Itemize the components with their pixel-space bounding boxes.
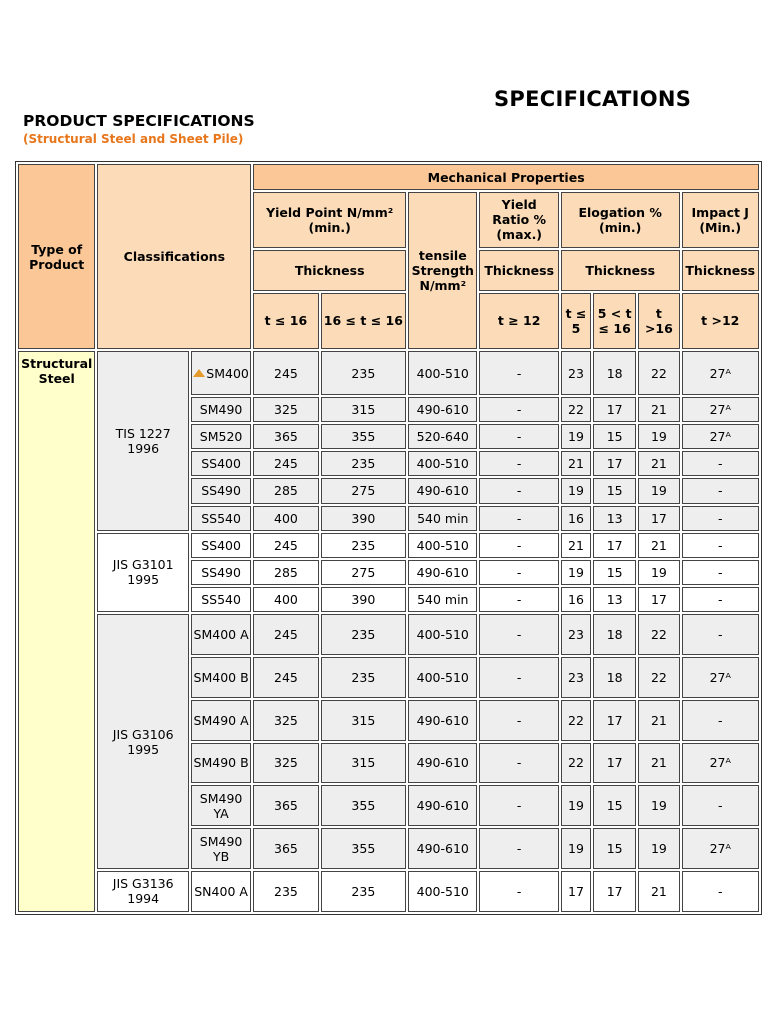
impact-cell: 27ᴬ bbox=[682, 351, 760, 395]
tensile-strength-cell: 400-510 bbox=[408, 657, 477, 698]
yield-ratio-cell: - bbox=[479, 743, 558, 784]
impact-cell: - bbox=[682, 700, 760, 741]
yield-point-t2-cell: 390 bbox=[321, 587, 406, 612]
elongation-t2-cell: 15 bbox=[593, 828, 636, 869]
header-impact: Impact J (Min.) bbox=[682, 192, 760, 248]
grade-cell: SN400 A bbox=[191, 871, 251, 912]
yield-point-t2-cell: 355 bbox=[321, 785, 406, 826]
grade-cell bbox=[191, 351, 251, 395]
yield-point-t2-cell: 275 bbox=[321, 478, 406, 503]
elongation-t1-cell: 19 bbox=[561, 828, 591, 869]
section-title: PRODUCT SPECIFICATIONS bbox=[23, 112, 255, 130]
impact-cell: - bbox=[682, 478, 760, 503]
page-title: SPECIFICATIONS bbox=[494, 87, 692, 111]
yield-ratio-cell: - bbox=[479, 657, 558, 698]
impact-cell: - bbox=[682, 785, 760, 826]
header-yp-t1: t ≤ 16 bbox=[253, 293, 318, 350]
yield-ratio-cell: - bbox=[479, 351, 558, 395]
yield-point-t1-cell: 325 bbox=[253, 743, 318, 784]
header-yr-t: t ≥ 12 bbox=[479, 293, 558, 350]
tensile-strength-cell: 490-610 bbox=[408, 700, 477, 741]
elongation-t3-cell: 21 bbox=[638, 397, 679, 422]
elongation-t2-cell: 15 bbox=[593, 560, 636, 585]
yield-ratio-cell: - bbox=[479, 587, 558, 612]
elongation-t2-cell: 17 bbox=[593, 533, 636, 558]
impact-cell: 27ᴬ bbox=[682, 657, 760, 698]
elongation-t3-cell: 22 bbox=[638, 657, 679, 698]
elongation-t1-cell: 19 bbox=[561, 785, 591, 826]
elongation-t1-cell: 19 bbox=[561, 478, 591, 503]
standard-cell: JIS G3136 1994 bbox=[97, 871, 189, 912]
yield-ratio-cell: - bbox=[479, 785, 558, 826]
yield-ratio-cell: - bbox=[479, 397, 558, 422]
impact-cell: - bbox=[682, 614, 760, 655]
elongation-t1-cell: 16 bbox=[561, 587, 591, 612]
header-thickness-elongation: Thickness bbox=[561, 250, 680, 291]
elongation-t3-cell: 19 bbox=[638, 828, 679, 869]
header-elongation: Elogation % (min.) bbox=[561, 192, 680, 248]
elongation-t1-cell: 23 bbox=[561, 657, 591, 698]
grade-cell: SM490 B bbox=[191, 743, 251, 784]
impact-cell: - bbox=[682, 451, 760, 476]
grade-cell: SM490 A bbox=[191, 700, 251, 741]
yield-ratio-cell: - bbox=[479, 828, 558, 869]
elongation-t1-cell: 19 bbox=[561, 560, 591, 585]
elongation-t1-cell: 16 bbox=[561, 506, 591, 531]
elongation-t3-cell: 21 bbox=[638, 451, 679, 476]
yield-point-t1-cell: 400 bbox=[253, 587, 318, 612]
elongation-t3-cell: 17 bbox=[638, 587, 679, 612]
impact-cell: 27ᴬ bbox=[682, 743, 760, 784]
standard-cell: TIS 1227 1996 bbox=[97, 351, 189, 531]
yield-point-t2-cell: 275 bbox=[321, 560, 406, 585]
elongation-t3-cell: 19 bbox=[638, 478, 679, 503]
elongation-t1-cell: 21 bbox=[561, 533, 591, 558]
elongation-t2-cell: 13 bbox=[593, 506, 636, 531]
impact-cell: 27ᴬ bbox=[682, 424, 760, 449]
elongation-t1-cell: 21 bbox=[561, 451, 591, 476]
tensile-strength-cell: 540 min bbox=[408, 587, 477, 612]
elongation-t3-cell: 22 bbox=[638, 614, 679, 655]
header-yield-point: Yield Point N/mm² (min.) bbox=[253, 192, 406, 248]
grade-label: SM400 bbox=[206, 365, 249, 381]
elongation-t2-cell: 13 bbox=[593, 587, 636, 612]
tensile-strength-cell: 540 min bbox=[408, 506, 477, 531]
elongation-t2-cell: 18 bbox=[593, 657, 636, 698]
yield-ratio-cell: - bbox=[479, 700, 558, 741]
elongation-t1-cell: 22 bbox=[561, 700, 591, 741]
grade-cell: SM400 A bbox=[191, 614, 251, 655]
yield-point-t2-cell: 355 bbox=[321, 828, 406, 869]
elongation-t2-cell: 17 bbox=[593, 871, 636, 912]
grade-cell: SS400 bbox=[191, 451, 251, 476]
yield-point-t2-cell: 235 bbox=[321, 451, 406, 476]
yield-point-t2-cell: 355 bbox=[321, 424, 406, 449]
grade-cell: SS540 bbox=[191, 587, 251, 612]
elongation-t3-cell: 21 bbox=[638, 700, 679, 741]
yield-point-t2-cell: 315 bbox=[321, 700, 406, 741]
table-row bbox=[18, 871, 759, 912]
tensile-strength-cell: 400-510 bbox=[408, 614, 477, 655]
specifications-table bbox=[15, 161, 762, 915]
yield-point-t1-cell: 245 bbox=[253, 533, 318, 558]
grade-cell: SM490 bbox=[191, 397, 251, 422]
tensile-strength-cell: 400-510 bbox=[408, 871, 477, 912]
header-im-t: t >12 bbox=[682, 293, 760, 350]
elongation-t2-cell: 18 bbox=[593, 614, 636, 655]
header-yp-t2: 16 ≤ t ≤ 16 bbox=[321, 293, 406, 350]
table-row bbox=[18, 351, 759, 395]
standard-cell: JIS G3101 1995 bbox=[97, 533, 189, 612]
elongation-t1-cell: 19 bbox=[561, 424, 591, 449]
yield-point-t1-cell: 285 bbox=[253, 478, 318, 503]
header-thickness-yield-point: Thickness bbox=[253, 250, 406, 291]
grade-cell: SS540 bbox=[191, 506, 251, 531]
impact-cell: - bbox=[682, 587, 760, 612]
header-classifications: Classifications bbox=[97, 164, 251, 349]
elongation-t2-cell: 18 bbox=[593, 351, 636, 395]
yield-ratio-cell: - bbox=[479, 614, 558, 655]
table-row bbox=[18, 533, 759, 558]
grade-cell: SM490 YB bbox=[191, 828, 251, 869]
tensile-strength-cell: 490-610 bbox=[408, 478, 477, 503]
yield-point-t1-cell: 245 bbox=[253, 451, 318, 476]
section-subtitle: (Structural Steel and Sheet Pile) bbox=[23, 132, 244, 146]
grade-cell: SM490 YA bbox=[191, 785, 251, 826]
tensile-strength-cell: 490-610 bbox=[408, 785, 477, 826]
yield-point-t2-cell: 235 bbox=[321, 351, 406, 395]
yield-point-t1-cell: 245 bbox=[253, 657, 318, 698]
elongation-t1-cell: 23 bbox=[561, 614, 591, 655]
header-mechanical-properties: Mechanical Properties bbox=[253, 164, 759, 190]
elongation-t3-cell: 21 bbox=[638, 871, 679, 912]
tensile-strength-cell: 520-640 bbox=[408, 424, 477, 449]
elongation-t3-cell: 22 bbox=[638, 351, 679, 395]
elongation-t3-cell: 17 bbox=[638, 506, 679, 531]
tensile-strength-cell: 490-610 bbox=[408, 560, 477, 585]
standard-cell: JIS G3106 1995 bbox=[97, 614, 189, 869]
yield-ratio-cell: - bbox=[479, 871, 558, 912]
elongation-t2-cell: 17 bbox=[593, 397, 636, 422]
yield-ratio-cell: - bbox=[479, 478, 558, 503]
tensile-strength-cell: 490-610 bbox=[408, 743, 477, 784]
elongation-t2-cell: 17 bbox=[593, 700, 636, 741]
elongation-t2-cell: 15 bbox=[593, 424, 636, 449]
yield-point-t1-cell: 365 bbox=[253, 828, 318, 869]
elongation-t1-cell: 17 bbox=[561, 871, 591, 912]
elongation-t2-cell: 17 bbox=[593, 743, 636, 784]
elongation-t3-cell: 19 bbox=[638, 785, 679, 826]
grade-cell: SS400 bbox=[191, 533, 251, 558]
tensile-strength-cell: 490-610 bbox=[408, 828, 477, 869]
type-of-product-cell: Structural Steel bbox=[18, 351, 95, 912]
grade-cell: SS490 bbox=[191, 560, 251, 585]
yield-point-t2-cell: 390 bbox=[321, 506, 406, 531]
header-el-t2: 5 < t ≤ 16 bbox=[593, 293, 636, 350]
warning-triangle-icon bbox=[193, 369, 205, 377]
elongation-t2-cell: 15 bbox=[593, 478, 636, 503]
elongation-t1-cell: 23 bbox=[561, 351, 591, 395]
yield-point-t1-cell: 365 bbox=[253, 424, 318, 449]
grade-cell: SS490 bbox=[191, 478, 251, 503]
elongation-t1-cell: 22 bbox=[561, 397, 591, 422]
table-row bbox=[18, 614, 759, 655]
impact-cell: - bbox=[682, 506, 760, 531]
header-thickness-yield-ratio: Thickness bbox=[479, 250, 558, 291]
header-thickness-impact: Thickness bbox=[682, 250, 760, 291]
header-tensile-strength: tensile Strength N/mm² bbox=[408, 192, 477, 349]
header-el-t3: t >16 bbox=[638, 293, 679, 350]
elongation-t3-cell: 21 bbox=[638, 743, 679, 784]
yield-point-t1-cell: 235 bbox=[253, 871, 318, 912]
elongation-t2-cell: 15 bbox=[593, 785, 636, 826]
yield-point-t2-cell: 315 bbox=[321, 743, 406, 784]
yield-point-t2-cell: 235 bbox=[321, 657, 406, 698]
grade-cell: SM520 bbox=[191, 424, 251, 449]
impact-cell: - bbox=[682, 533, 760, 558]
elongation-t2-cell: 17 bbox=[593, 451, 636, 476]
yield-point-t1-cell: 245 bbox=[253, 351, 318, 395]
yield-point-t2-cell: 235 bbox=[321, 871, 406, 912]
yield-point-t1-cell: 400 bbox=[253, 506, 318, 531]
header-type-of-product: Type of Product bbox=[18, 164, 95, 349]
tensile-strength-cell: 490-610 bbox=[408, 397, 477, 422]
header-el-t1: t ≤ 5 bbox=[561, 293, 591, 350]
yield-ratio-cell: - bbox=[479, 533, 558, 558]
tensile-strength-cell: 400-510 bbox=[408, 533, 477, 558]
tensile-strength-cell: 400-510 bbox=[408, 351, 477, 395]
elongation-t3-cell: 19 bbox=[638, 424, 679, 449]
yield-ratio-cell: - bbox=[479, 424, 558, 449]
yield-point-t1-cell: 325 bbox=[253, 700, 318, 741]
yield-ratio-cell: - bbox=[479, 506, 558, 531]
impact-cell: - bbox=[682, 871, 760, 912]
yield-ratio-cell: - bbox=[479, 560, 558, 585]
yield-point-t2-cell: 235 bbox=[321, 614, 406, 655]
header-yield-ratio: Yield Ratio % (max.) bbox=[479, 192, 558, 248]
impact-cell: 27ᴬ bbox=[682, 397, 760, 422]
impact-cell: - bbox=[682, 560, 760, 585]
impact-cell: 27ᴬ bbox=[682, 828, 760, 869]
grade-cell: SM400 B bbox=[191, 657, 251, 698]
elongation-t3-cell: 21 bbox=[638, 533, 679, 558]
yield-point-t1-cell: 325 bbox=[253, 397, 318, 422]
yield-point-t2-cell: 315 bbox=[321, 397, 406, 422]
yield-ratio-cell: - bbox=[479, 451, 558, 476]
elongation-t3-cell: 19 bbox=[638, 560, 679, 585]
tensile-strength-cell: 400-510 bbox=[408, 451, 477, 476]
elongation-t1-cell: 22 bbox=[561, 743, 591, 784]
yield-point-t1-cell: 285 bbox=[253, 560, 318, 585]
yield-point-t1-cell: 365 bbox=[253, 785, 318, 826]
yield-point-t1-cell: 245 bbox=[253, 614, 318, 655]
yield-point-t2-cell: 235 bbox=[321, 533, 406, 558]
